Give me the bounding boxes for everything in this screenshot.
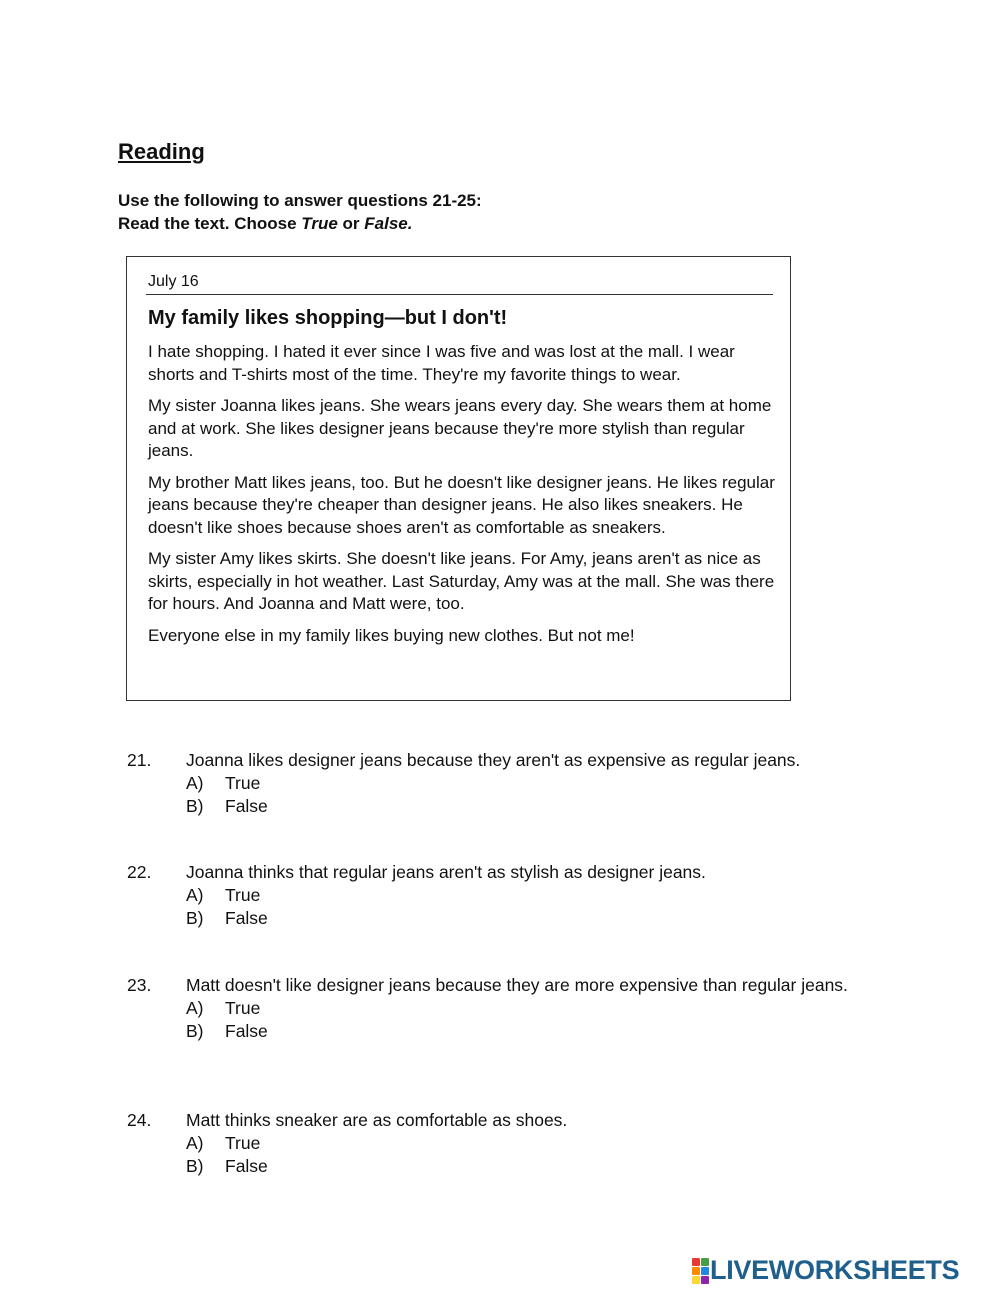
passage-paragraph: My brother Matt likes jeans, too. But he doesn't like designer jeans. He likes regular jeans because they're cheaper than designer jeans. He also likes sneakers. He doesn't like shoes because shoes aren't as comfortable as sneakers. <box>148 472 775 537</box>
instructions <box>118 189 482 235</box>
option-letter: B) <box>186 796 204 816</box>
option-label: False <box>225 1156 268 1176</box>
option-label: True <box>225 885 261 905</box>
logo-tile <box>701 1267 709 1275</box>
instructions-line-2 <box>118 212 482 235</box>
question-number: 23. <box>127 975 152 995</box>
option-true[interactable] <box>186 1132 887 1155</box>
option-true[interactable] <box>186 884 887 907</box>
question-number: 21. <box>127 750 152 770</box>
option-letter: A) <box>186 773 204 793</box>
option-label: True <box>225 998 261 1018</box>
passage-heading: My family likes shopping—but I don't! <box>148 307 508 329</box>
or-keyword: or <box>337 214 365 233</box>
liveworksheets-icon <box>692 1258 708 1284</box>
logo-tile <box>701 1276 709 1284</box>
question-24 <box>127 1109 887 1178</box>
passage-divider <box>146 294 773 295</box>
option-label: False <box>225 796 268 816</box>
option-label: False <box>225 1021 268 1041</box>
question-21 <box>127 749 887 818</box>
logo-tile <box>692 1258 700 1266</box>
option-true[interactable] <box>186 997 887 1020</box>
passage-paragraph: My sister Joanna likes jeans. She wears jeans every day. She wears them at home and at work. She likes designer jeans because they're more stylish than regular jeans. <box>148 396 772 460</box>
option-false[interactable] <box>186 795 887 818</box>
logo-tile <box>692 1276 700 1284</box>
passage-date: July 16 <box>148 273 199 290</box>
liveworksheets-logo[interactable] <box>692 1255 959 1286</box>
question-22 <box>127 861 887 930</box>
question-number: 24. <box>127 1110 152 1130</box>
passage-paragraph: Everyone else in my family likes buying new clothes. But not me! <box>148 625 635 645</box>
instructions-prefix: Read the text. Choose <box>118 214 302 233</box>
option-false[interactable] <box>186 1155 887 1178</box>
passage-paragraph: My sister Amy likes skirts. She doesn't like jeans. For Amy, jeans aren't as nice as skirts, especially in hot weather. Last Saturday, Amy was at the mall. She was there for hours. And Joanna and Matt were, too. <box>148 549 775 613</box>
true-keyword: True <box>301 214 338 233</box>
passage-body <box>148 341 776 656</box>
option-letter: B) <box>186 1156 204 1176</box>
logo-tile <box>692 1267 700 1275</box>
option-letter: B) <box>186 908 204 928</box>
option-letter: A) <box>186 998 204 1018</box>
logo-tile <box>701 1258 709 1266</box>
question-text: Matt thinks sneaker are as comfortable as shoes. <box>186 1110 568 1130</box>
question-number: 22. <box>127 862 152 882</box>
logo-text: LIVEWORKSHEETS <box>710 1255 960 1285</box>
option-letter: B) <box>186 1021 204 1041</box>
option-letter: A) <box>186 885 204 905</box>
option-label: False <box>225 908 268 928</box>
option-letter: A) <box>186 1133 204 1153</box>
reading-passage-box <box>126 256 791 701</box>
option-false[interactable] <box>186 1020 887 1043</box>
false-keyword: False. <box>364 214 413 233</box>
section-title: Reading <box>118 139 205 164</box>
instructions-line-1: Use the following to answer questions 21-25: <box>118 191 482 210</box>
question-23 <box>127 974 887 1043</box>
option-label: True <box>225 1133 261 1153</box>
passage-paragraph: I hate shopping. I hated it ever since I was five and was lost at the mall. I wear shorts and T-shirts most of the time. They're my favorite things to wear. <box>148 342 735 384</box>
option-false[interactable] <box>186 907 887 930</box>
question-text: Joanna thinks that regular jeans aren't as stylish as designer jeans. <box>186 862 706 882</box>
option-true[interactable] <box>186 772 887 795</box>
option-label: True <box>225 773 261 793</box>
question-text: Joanna likes designer jeans because they aren't as expensive as regular jeans. <box>186 750 801 770</box>
question-text: Matt doesn't like designer jeans because they are more expensive than regular jeans. <box>186 975 848 995</box>
